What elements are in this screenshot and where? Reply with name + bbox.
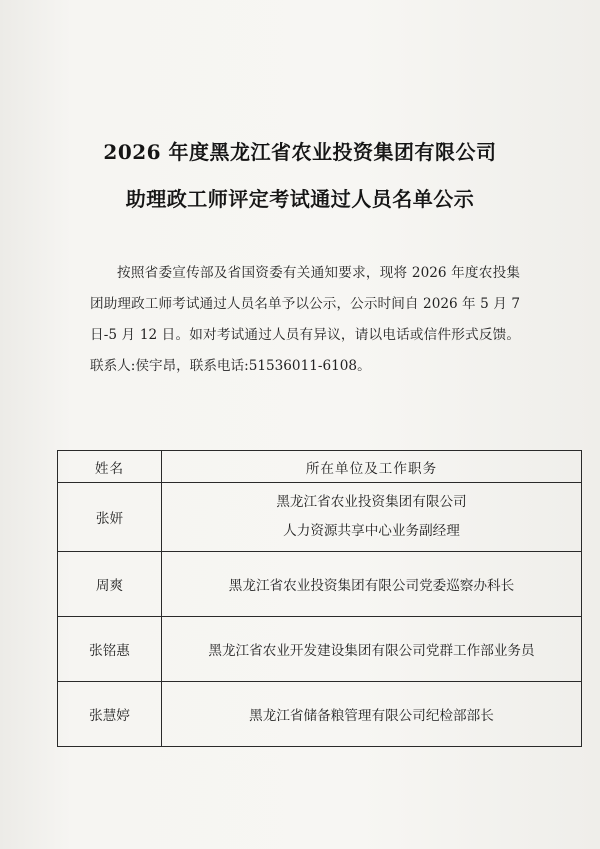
table-row — [58, 617, 582, 682]
table-row — [58, 682, 582, 747]
candidate-position: 黑龙江省农业投资集团有限公司党委巡察办科长 — [162, 552, 582, 617]
candidate-position — [162, 483, 582, 552]
candidate-name: 张慧婷 — [58, 682, 162, 747]
document-title-line-2: 助理政工师评定考试通过人员名单公示 — [125, 187, 475, 211]
candidate-name: 周爽 — [58, 552, 162, 617]
candidate-name: 张铭惠 — [58, 617, 162, 682]
candidate-position: 黑龙江省储备粮管理有限公司纪检部部长 — [162, 682, 582, 747]
position-line: 人力资源共享中心业务副经理 — [283, 523, 460, 539]
document-title-line-1: 2026 年度黑龙江省农业投资集团有限公司 — [103, 140, 497, 164]
passed-candidates-table — [57, 450, 582, 747]
header-name: 姓名 — [58, 451, 162, 483]
announcement-paragraph: 按照省委宣传部及省国资委有关通知要求，现将 2026 年度农投集团助理政工师考试通过人员名单予以公示，公示时间自 2026 年 5 月 7 日-5 月 12 日。如对考试通过人员有异议，请以电话或信件形式反馈。联系人:侯宇昂，联系电话:51536011-6108。 — [90, 265, 520, 374]
position-line: 黑龙江省农业投资集团有限公司 — [276, 494, 467, 510]
table-header-row — [58, 451, 582, 483]
candidate-position: 黑龙江省农业开发建设集团有限公司党群工作部业务员 — [162, 617, 582, 682]
header-position: 所在单位及工作职务 — [162, 451, 582, 483]
table-row — [58, 552, 582, 617]
table-row — [58, 483, 582, 552]
candidate-name: 张妍 — [58, 483, 162, 552]
